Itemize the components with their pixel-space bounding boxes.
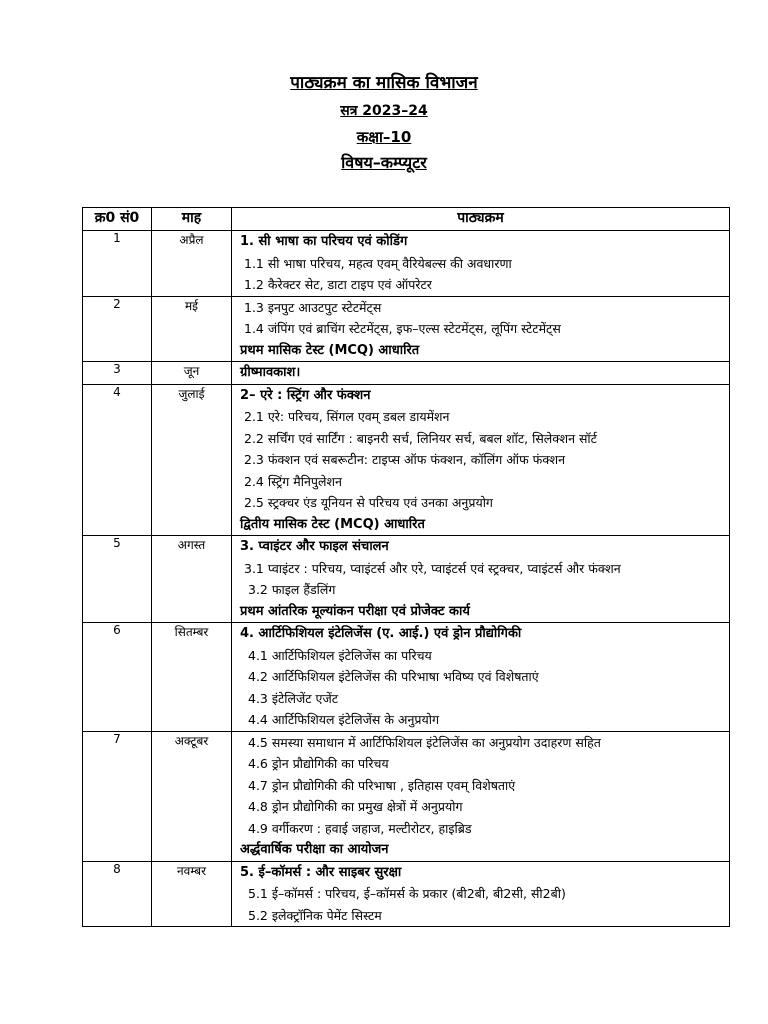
syllabus-topic-line: 4.3 इंटेलिजेंट एजेंट <box>248 690 339 706</box>
syllabus-topic-line: 1.1 सी भाषा परिचय, महत्व एवम् वैरियेबल्स की अवधारणा <box>244 255 512 271</box>
month-cell: अगस्त <box>152 536 232 623</box>
table-body <box>83 231 730 927</box>
syllabus-heading-line: प्रथम आंतरिक मूल्यांकन परीक्षा एवं प्रोजेक्ट कार्य <box>240 603 470 619</box>
syllabus-topic-line: 2.3 फंक्शन एवं सबरूटीन: टाइप्स ऑफ फंक्शन, कॉलिंग ऑफ फंक्शन <box>244 452 566 467</box>
syllabus-cell <box>232 731 730 861</box>
syllabus-cell <box>232 536 730 623</box>
syllabus-cell <box>232 231 730 297</box>
serial-number-cell: 2 <box>83 296 152 362</box>
month-cell: अप्रैल <box>152 231 232 297</box>
serial-number-cell: 1 <box>83 231 152 297</box>
table-row <box>83 731 730 861</box>
syllabus-cell <box>232 384 730 536</box>
syllabus-topic-line: 3.1 प्वाइंटर : परिचय, प्वाइंटर्स और एरे, प्वाइंटर्स एवं स्ट्रक्चर, प्वाइंटर्स और फंक्शन <box>244 560 621 576</box>
serial-number-cell: 7 <box>83 731 152 861</box>
table-row <box>83 296 730 362</box>
syllabus-heading-line: 3. प्वाइंटर और फाइल संचालन <box>240 539 389 554</box>
syllabus-topic-line: 2.5 स्ट्रक्चर एंड यूनियन से परिचय एवं उनका अनुप्रयोग <box>244 495 493 510</box>
table-row <box>83 861 730 927</box>
header-month: माह <box>152 208 232 231</box>
syllabus-topic-line: 4.2 आर्टिफिशियल इंटेलिजेंस की परिभाषा भविष्य एवं विशेषताएं <box>248 669 539 684</box>
header-syllabus: पाठ्यक्रम <box>232 208 730 231</box>
syllabus-topic-line: 4.1 आर्टिफिशियल इंटेलिजेंस का परिचय <box>248 647 432 663</box>
table-row <box>83 536 730 623</box>
syllabus-heading-line: 5. ई–कॉमर्स : और साइबर सुरक्षा <box>240 864 402 880</box>
month-cell: नवम्बर <box>152 861 232 927</box>
syllabus-topic-line: 4.6 ड्रोन प्रौद्योगिकी का परिचय <box>248 756 389 771</box>
month-cell: सितम्बर <box>152 623 232 732</box>
table-header-row <box>83 208 730 231</box>
syllabus-topic-line: 3.2 फाइल हैंडलिंग <box>248 582 336 597</box>
session-heading: सत्र 2023–24 <box>340 103 428 119</box>
syllabus-cell <box>232 362 730 385</box>
class-heading: कक्षा–10 <box>356 128 412 146</box>
syllabus-topic-line: 4.7 ड्रोन प्रौद्योगिकी की परिभाषा , इतिहास एवम् विशेषताएं <box>248 777 516 793</box>
syllabus-topic-line: 2.2 सर्चिंग एवं सार्टिंग : बाइनरी सर्च, लिनियर सर्च, बबल शॉट, सिलेक्शन सॉर्ट <box>244 430 597 446</box>
syllabus-heading-line: अर्द्धवार्षिक परीक्षा का आयोजन <box>240 842 389 857</box>
syllabus-topic-line: 5.2 इलेक्ट्रॉनिक पेमेंट सिस्टम <box>248 907 382 923</box>
syllabus-cell <box>232 296 730 362</box>
serial-number-cell: 3 <box>83 362 152 385</box>
syllabus-table <box>82 207 730 927</box>
table-row <box>83 384 730 536</box>
syllabus-cell <box>232 861 730 927</box>
syllabus-heading-line: 2– एरे : स्ट्रिंग और फंक्शन <box>240 387 371 403</box>
syllabus-heading-line: प्रथम मासिक टेस्ट (MCQ) आधारित <box>240 342 420 358</box>
table-row <box>83 623 730 732</box>
serial-number-cell: 5 <box>83 536 152 623</box>
syllabus-heading-line: 4. आर्टिफिशियल इंटेलिजेंस (ए. आई.) एवं ड्रोन प्रौद्योगिकी <box>240 626 522 641</box>
table-row <box>83 231 730 297</box>
document-title: पाठ्यक्रम का मासिक विभाजन <box>290 73 478 93</box>
month-cell: जुलाई <box>152 384 232 536</box>
month-cell: अक्टूबर <box>152 731 232 861</box>
serial-number-cell: 8 <box>83 861 152 927</box>
syllabus-topic-line: 2.4 स्ट्रिंग मैनिपुलेशन <box>244 473 342 489</box>
syllabus-topic-line: 4.9 वर्गीकरण : हवाई जहाज, मल्टीरोटर, हाइब्रिड <box>248 820 472 836</box>
syllabus-topic-line: 1.4 जंपिंग एवं ब्राचिंग स्टेटमेंट्स, इफ–एल्स स्टेटमेंट्स, लूपिंग स्टेटमेंट्स <box>244 321 561 336</box>
syllabus-topic-line: 4.4 आर्टिफिशियल इंटेलिजेंस के अनुप्रयोग <box>248 712 440 727</box>
table-row <box>83 362 730 385</box>
subject-heading: विषय–कम्प्यूटर <box>341 153 427 172</box>
syllabus-topic-line: 4.8 ड्रोन प्रौद्योगिकी का प्रमुख क्षेत्रों में अनुप्रयोग <box>248 799 463 814</box>
month-cell: जून <box>152 362 232 385</box>
syllabus-heading-line: द्वितीय मासिक टेस्ट (MCQ) आधारित <box>240 516 425 532</box>
serial-number-cell: 4 <box>83 384 152 536</box>
syllabus-topic-line: 4.5 समस्या समाधान में आर्टिफिशियल इंटेलिजेंस का अनुप्रयोग उदाहरण सहित <box>248 734 601 750</box>
serial-number-cell: 6 <box>83 623 152 732</box>
syllabus-topic-line: 5.1 ई–कॉमर्स : परिचय, ई–कॉमर्स के प्रकार (बी2बी, बी2सी, सी2बी) <box>248 886 566 901</box>
syllabus-heading-line: ग्रीष्मावकाश। <box>240 365 301 380</box>
month-cell: मई <box>152 296 232 362</box>
syllabus-topic-line: 1.2 कैरेक्टर सेट, डाटा टाइप एवं ऑपरेटर <box>244 277 432 292</box>
syllabus-topic-line: 1.3 इनपुट आउटपुट स्टेटमेंट्स <box>244 299 382 315</box>
syllabus-topic-line: 2.1 एरे: परिचय, सिंगल एवम् डबल डायमेंशन <box>244 409 450 424</box>
syllabus-cell <box>232 623 730 732</box>
syllabus-heading-line: 1. सी भाषा का परिचय एवं कोडिंग <box>240 234 408 249</box>
header-serial: क्र0 सं0 <box>83 208 152 231</box>
